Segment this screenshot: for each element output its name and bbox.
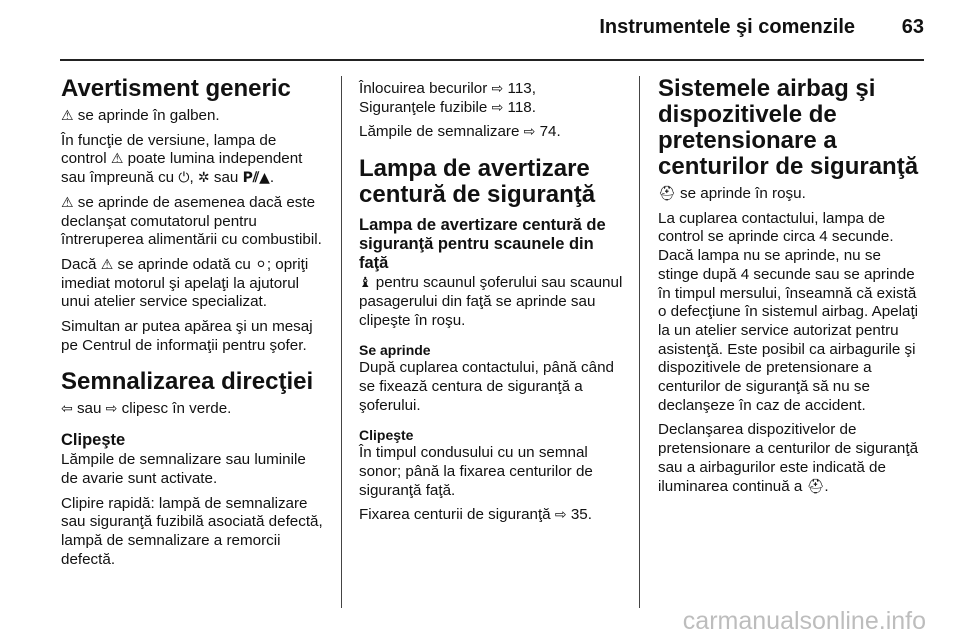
arrow-left-icon: ⇦ — [61, 401, 73, 418]
text: Siguranţele fuzibile — [359, 98, 492, 116]
text: clipesc în verde. — [117, 400, 232, 418]
park-assist-icon: P⫽▲ — [242, 170, 270, 187]
page-header-title: Instrumentele şi comenzile — [599, 16, 855, 38]
text: 118. — [503, 98, 536, 116]
paragraph — [359, 274, 625, 330]
paragraph — [61, 107, 323, 126]
paragraph: La cuplarea contactului, lampa de control se aprinde circa 4 secunde. Dacă lampa nu se aprinde, nu se stinge după 4 secunde sau se aprinde în timpul mersului, înseamnă că există o defecţiune în sistemul airbag. Apelaţi la un atelier service autorizat pentru asistenţă. Este posibil ca airbagurile şi dispozitivele de pretensionare a centurilor de siguranţă să nu se declanşeze în caz de accident. — [658, 209, 919, 414]
paragraph — [61, 194, 323, 250]
engine-icon: ⏻ — [178, 170, 190, 187]
light-icon: ✲ — [197, 170, 210, 187]
paragraph — [359, 506, 625, 525]
arrow-right-icon: ⇨ — [105, 401, 118, 418]
paragraph: Simultan ar putea apărea şi un mesaj pe Centrul de informaţii pentru şofer. — [61, 318, 313, 354]
airbag-icon: ⛑ — [806, 478, 825, 495]
arrow-right-icon: ⇨ — [554, 507, 567, 524]
text: se aprinde de asemenea dacă este declanşat comutatorul pentru întreruperea alimentării cu combustibil. — [61, 193, 322, 249]
heading-flashes: Clipeşte — [61, 431, 126, 450]
paragraph — [359, 123, 625, 142]
text: Lămpile de semnalizare — [359, 123, 524, 141]
warning-triangle-icon: ⚠ — [100, 256, 114, 273]
text: . — [269, 169, 275, 187]
heading-seatbelt-warning: Lampa de avertizare centură de siguranţă — [359, 155, 596, 209]
text: 74. — [535, 123, 561, 141]
arrow-right-icon: ⇨ — [523, 124, 536, 141]
text: 35. — [566, 506, 592, 524]
text: sau — [209, 169, 243, 187]
text: se aprinde în galben. — [73, 107, 220, 124]
heading-airbag-systems: Sistemele airbag şi dispozitivele de pretensionare a centurilor de siguranţă — [658, 75, 919, 180]
heading-general-warning: Avertisment generic — [61, 75, 291, 102]
heading-lights-up: Se aprinde — [359, 342, 431, 359]
header-rule — [60, 59, 924, 61]
text: se aprinde odată cu — [113, 255, 256, 273]
text: 113, — [503, 80, 536, 97]
text: ; opriţi imediat motorul şi apelaţi la ajutorul unui atelier service specializat. — [61, 255, 309, 311]
paragraph: Lămpile de semnalizare sau luminile de avarie sunt activate. — [61, 451, 306, 487]
text: poate lumina independent sau împreună cu — [61, 150, 303, 187]
page-number: 63 — [901, 16, 924, 38]
watermark: carmanualsonline.info — [682, 607, 926, 635]
paragraph — [359, 99, 625, 118]
paragraph — [658, 185, 922, 204]
column-1 — [61, 76, 323, 575]
text: Dacă — [61, 255, 101, 273]
column-3 — [658, 76, 922, 502]
warning-triangle-icon: ⚠ — [61, 108, 74, 124]
paragraph: După cuplarea contactului, până când se fixează centura de siguranţă a şoferului. — [359, 359, 614, 414]
airbag-icon: ⛑ — [658, 186, 676, 202]
paragraph: Clipire rapidă: lampă de semnalizare sau siguranţă fuzibilă asociată defectă, lampă de semnalizare a remorcii defectă. — [61, 494, 323, 568]
oil-pressure-icon: ⚪ — [255, 256, 267, 273]
text: sau — [72, 400, 106, 418]
heading-turn-signal: Semnalizarea direcţiei — [61, 368, 314, 396]
paragraph: În timpul condusului cu un semnal sonor; până la fixarea centurilor de siguranţă faţă. — [359, 444, 593, 499]
text: . — [824, 477, 829, 495]
warning-triangle-icon: ⚠ — [110, 151, 124, 168]
arrow-right-icon: ⇨ — [491, 99, 504, 116]
warning-triangle-icon: ⚠ — [61, 194, 74, 211]
column-divider-1 — [341, 76, 342, 608]
paragraph — [359, 80, 625, 99]
heading-front-seats: Lampa de avertizare centură de siguranţă pentru scaunele din faţă — [359, 216, 606, 273]
seatbelt-icon: ♝ — [359, 275, 372, 292]
text: , — [189, 169, 198, 187]
text: Fixarea centurii de siguranţă — [359, 506, 555, 524]
text: În funcţie de versiune, lampa de control — [61, 131, 277, 168]
text: Declanşarea dispozitivelor de pretensionare a centurilor de siguranţă sau a airbagurilor este indicată de iluminarea continuă a — [658, 421, 919, 495]
paragraph — [61, 400, 323, 419]
paragraph — [61, 132, 323, 188]
column-2 — [359, 80, 625, 531]
text: se aprinde în roşu. — [675, 185, 806, 202]
paragraph — [61, 256, 323, 312]
text: Înlocuirea becurilor — [359, 80, 492, 97]
text: pentru scaunul şoferului sau scaunul pasagerului din faţă se aprinde sau clipeşte în roşu. — [359, 274, 623, 329]
paragraph — [658, 421, 922, 496]
column-divider-2 — [639, 76, 640, 608]
arrow-right-icon: ⇨ — [491, 81, 504, 97]
heading-flashes: Clipeşte — [359, 427, 414, 444]
